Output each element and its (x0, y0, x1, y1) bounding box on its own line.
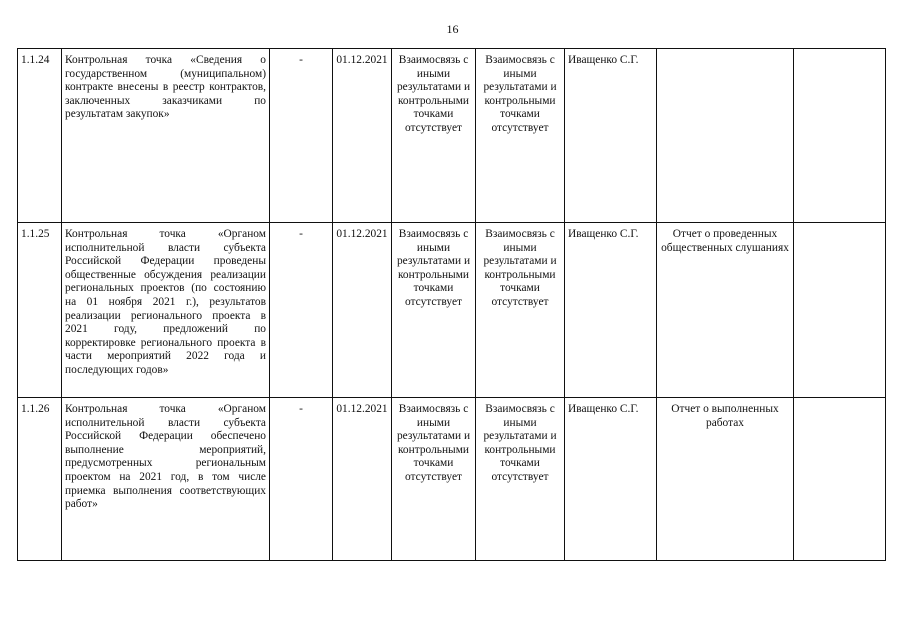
control-point-description: Контрольная точка «Органом исполнительной власти субъекта Российской Федерации обеспечено выполнение мероприятий, предусмотренных региональным проектом на 2021 год, в том числе приемка выполнения соответствующих работ» (62, 398, 270, 561)
control-point-description: Контрольная точка «Сведения о государственном (муниципальном) контракте внесены в реестр контрактов, заключенных заказчиками по результатам закупок» (62, 49, 270, 223)
table-row (18, 223, 886, 398)
row-number: 1.1.26 (18, 398, 62, 561)
link-previous-cell: Взаимосвязь с иными результатами и контрольными точками отсутствует (392, 223, 476, 398)
due-date: 01.12.2021 (333, 49, 392, 223)
responsible-person: Иващенко С.Г. (565, 223, 657, 398)
result-document (657, 49, 794, 223)
mark-cell: - (270, 49, 333, 223)
due-date: 01.12.2021 (333, 223, 392, 398)
responsible-person: Иващенко С.Г. (565, 398, 657, 561)
link-next-cell: Взаимосвязь с иными результатами и контрольными точками отсутствует (476, 223, 565, 398)
extra-cell (794, 398, 886, 561)
link-next-cell: Взаимосвязь с иными результатами и контрольными точками отсутствует (476, 398, 565, 561)
link-previous-cell: Взаимосвязь с иными результатами и контрольными точками отсутствует (392, 49, 476, 223)
table-row (18, 398, 886, 561)
mark-cell: - (270, 223, 333, 398)
link-next-cell: Взаимосвязь с иными результатами и контрольными точками отсутствует (476, 49, 565, 223)
mark-cell: - (270, 398, 333, 561)
row-number: 1.1.25 (18, 223, 62, 398)
control-point-description: Контрольная точка «Органом исполнительной власти субъекта Российской Федерации проведены общественные обсуждения реализации региональных проектов (по состоянию на 01 ноября 2021 г.), результатов реализации регионального проекта в 2021 году, предложений по корректировке регионального проекта в части мероприятий 2022 года и последующих годов» (62, 223, 270, 398)
result-document: Отчет о проведенных общественных слушаниях (657, 223, 794, 398)
extra-cell (794, 49, 886, 223)
result-document: Отчет о выполненных работах (657, 398, 794, 561)
extra-cell (794, 223, 886, 398)
responsible-person: Иващенко С.Г. (565, 49, 657, 223)
link-previous-cell: Взаимосвязь с иными результатами и контрольными точками отсутствует (392, 398, 476, 561)
page-number: 16 (446, 22, 459, 36)
row-number: 1.1.24 (18, 49, 62, 223)
table-row (18, 49, 886, 223)
control-points-table (17, 48, 886, 561)
due-date: 01.12.2021 (333, 398, 392, 561)
